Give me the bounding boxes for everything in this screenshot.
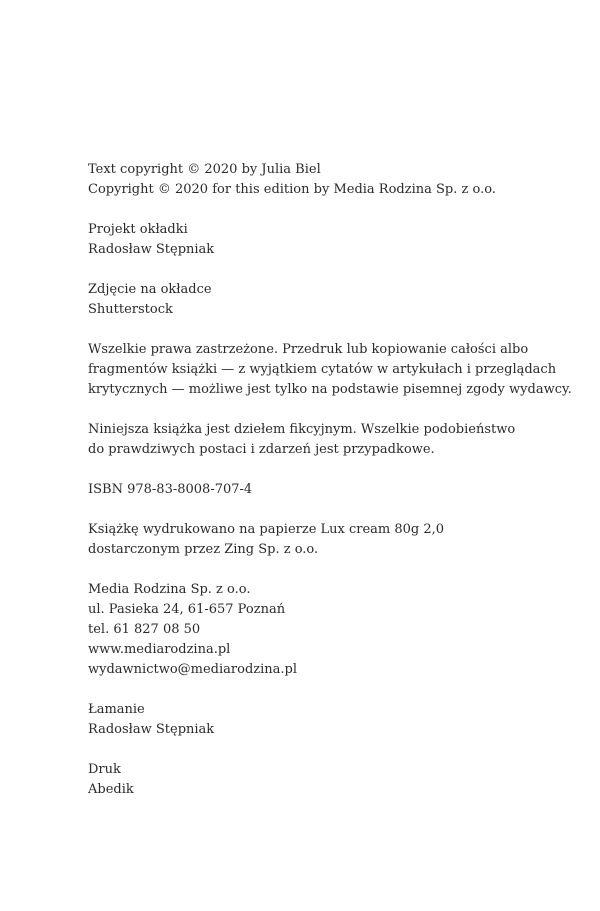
printing-block xyxy=(88,760,568,800)
paper-line-2: dostarczonym przez Zing Sp. z o.o. xyxy=(88,542,319,557)
printing-label: Druk xyxy=(88,762,121,777)
edition-copyright-line: Copyright © 2020 for this edition by Media Rodzina Sp. z o.o. xyxy=(88,182,496,197)
paper-block xyxy=(88,520,568,560)
fiction-note-line-1: Niniejsza książka jest dziełem fikcyjnym. Wszelkie podobieństwo xyxy=(88,422,516,437)
printing-name: Abedik xyxy=(88,782,134,797)
isbn-line: ISBN 978-83-8008-707-4 xyxy=(88,482,253,497)
paper-line-1: Książkę wydrukowano na papierze Lux cream 80g 2,0 xyxy=(88,522,445,537)
rights-line-2: fragmentów książki — z wyjątkiem cytatów w artykułach i przeglądach xyxy=(88,362,557,377)
publisher-email: wydawnictwo@mediarodzina.pl xyxy=(88,662,298,677)
typesetting-name: Radosław Stępniak xyxy=(88,722,215,737)
cover-design-name: Radosław Stępniak xyxy=(88,242,215,257)
cover-photo-label: Zdjęcie na okładce xyxy=(88,282,212,297)
cover-photo-source: Shutterstock xyxy=(88,302,173,317)
typesetting-block xyxy=(88,700,568,740)
rights-block xyxy=(88,340,572,400)
copyright-block xyxy=(88,160,568,200)
publisher-block xyxy=(88,580,568,680)
cover-photo-block xyxy=(88,280,568,320)
publisher-name: Media Rodzina Sp. z o.o. xyxy=(88,582,251,597)
cover-design-block xyxy=(88,220,568,260)
colophon xyxy=(88,160,572,820)
rights-line-1: Wszelkie prawa zastrzeżone. Przedruk lub kopiowanie całości albo xyxy=(88,342,529,357)
publisher-address: ul. Pasieka 24, 61-657 Poznań xyxy=(88,602,286,617)
rights-line-3: krytycznych — możliwe jest tylko na podstawie pisemnej zgody wydawcy. xyxy=(88,382,572,397)
text-copyright-line: Text copyright © 2020 by Julia Biel xyxy=(88,162,321,177)
fiction-note-line-2: do prawdziwych postaci i zdarzeń jest przypadkowe. xyxy=(88,442,435,457)
publisher-website: www.mediarodzina.pl xyxy=(88,642,231,657)
cover-design-label: Projekt okładki xyxy=(88,222,188,237)
fiction-note-block xyxy=(88,420,568,460)
isbn-block xyxy=(88,480,568,500)
typesetting-label: Łamanie xyxy=(88,702,145,717)
publisher-phone: tel. 61 827 08 50 xyxy=(88,622,201,637)
